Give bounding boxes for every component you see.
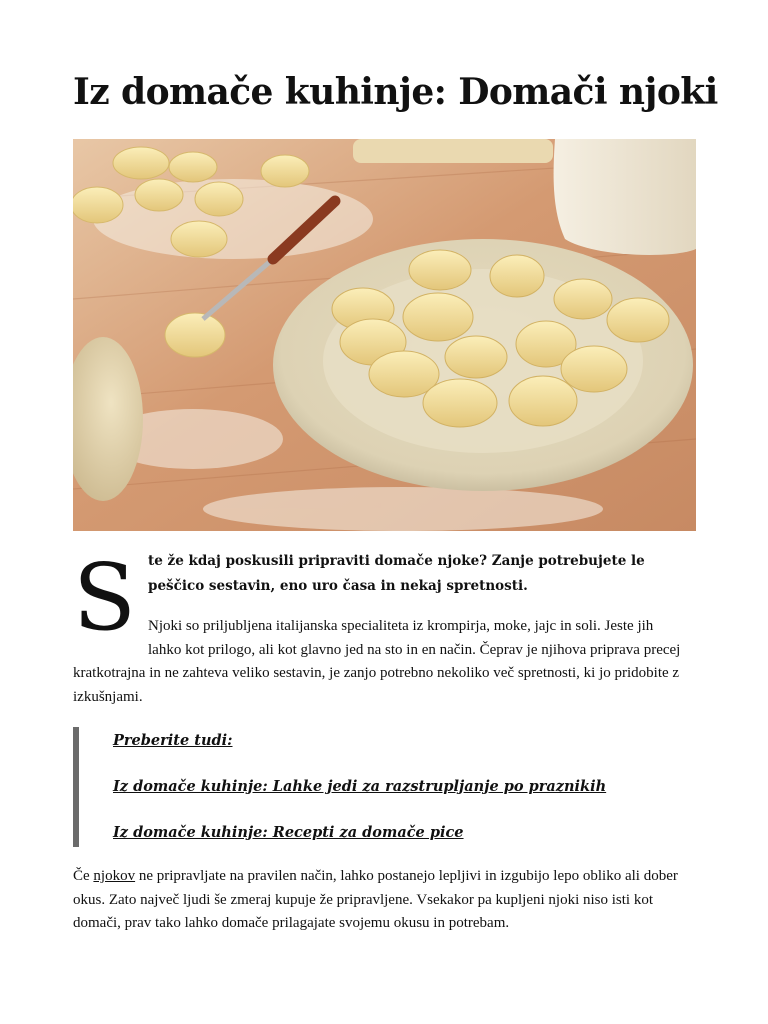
related-link-lahke-jedi[interactable]: Iz domače kuhinje: Lahke jedi za razstrupljanje po praznikih [113, 778, 607, 795]
related-articles-blockquote [73, 727, 679, 847]
hero-image-gnocchi [73, 139, 696, 531]
related-link-domace-pice[interactable]: Iz domače kuhinje: Recepti za domače pice [113, 824, 464, 841]
related-heading-link[interactable]: Preberite tudi: [113, 732, 233, 749]
drop-cap: S [73, 544, 137, 651]
paragraph-line: domači, prav tako lahko domače prilagajate svojemu okusu in potrebam. [73, 915, 510, 931]
paragraph-line: okus. Zato največ ljudi še zmeraj kupuje že pripravljene. Vsekakor pa kupljeni njoki niso isti kot [73, 891, 653, 908]
paragraph-line [73, 865, 696, 889]
article-paragraph-2 [73, 865, 696, 936]
text-segment: ne pripravljate na pravilen način, lahko postanejo lepljivi in izgubijo lepo obliko ali dober [135, 868, 678, 884]
paragraph-line: Njoki so priljubljena italijanska specialiteta iz krompirja, moke, jajc in soli. Jeste jih [148, 618, 654, 634]
paragraph-line: izkušnjami. [73, 688, 143, 705]
article-lead: te že kdaj poskusili pripraviti domače njoke? Zanje potrebujete le peščico sestavin, eno uro časa in nekaj spretnosti. [148, 553, 645, 594]
text-segment: Če [73, 868, 94, 884]
njoki-link[interactable]: njokov [93, 868, 136, 884]
paragraph-line: lahko kot prilogo, ali kot glavno jed na sto in en način. Čeprav je njihova priprava precej [148, 641, 681, 658]
page-title: Iz domače kuhinje: Domači njoki [73, 71, 718, 113]
article-paragraph-1 [73, 615, 696, 709]
paragraph-line: kratkotrajna in ne zahteva veliko sestavin, je zanjo potrebno nekoliko več spretnosti, ki jo pridobite z [73, 665, 680, 681]
